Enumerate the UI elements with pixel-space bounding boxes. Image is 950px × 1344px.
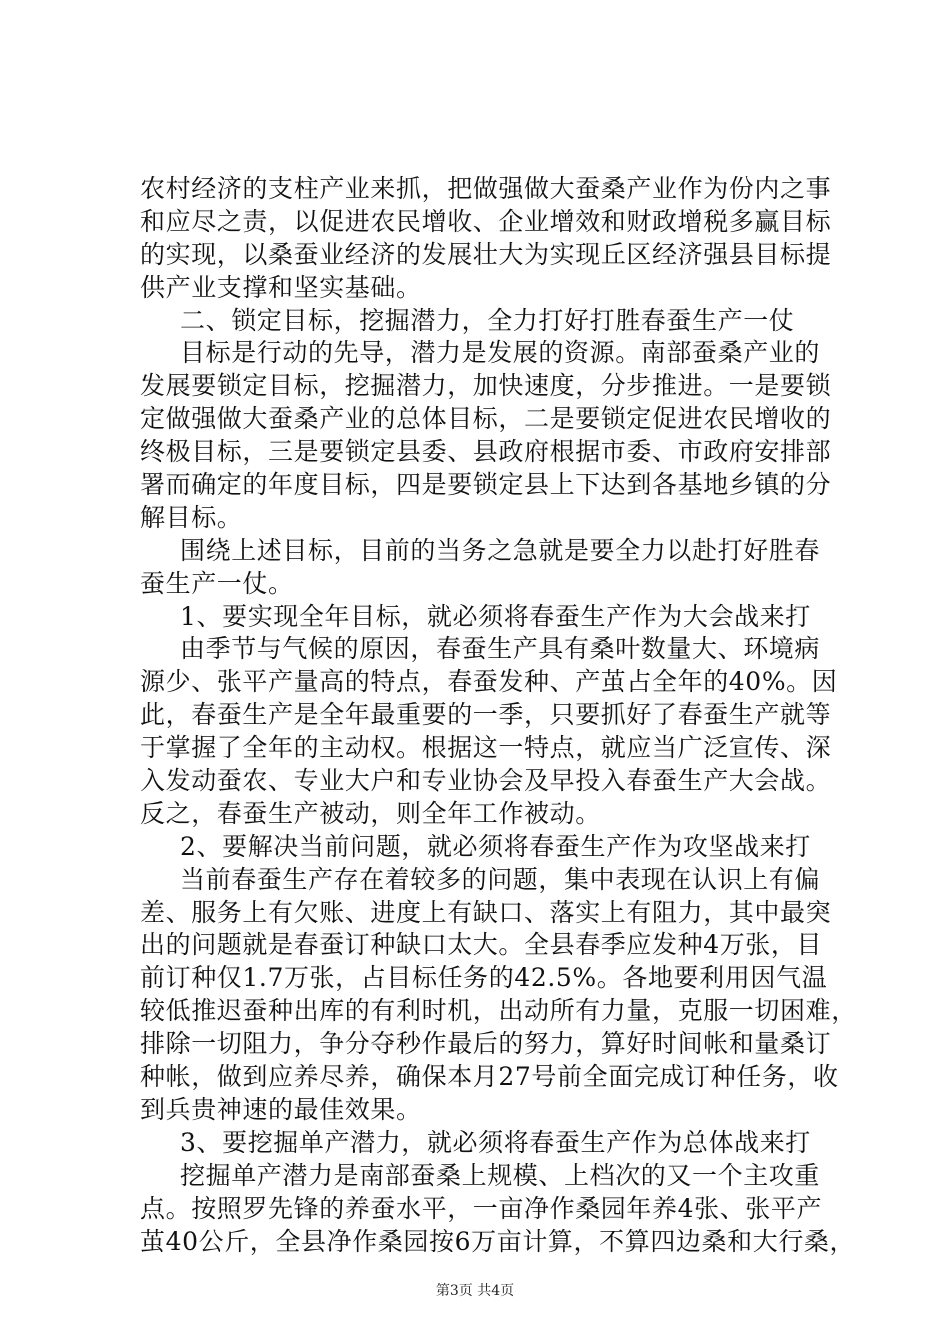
text-line: 入发动蚕农、专业大户和专业协会及早投入春蚕生产大会战。 <box>140 766 832 796</box>
text-line: 1、要实现全年目标，就必须将春蚕生产作为大会战来打 <box>180 601 811 631</box>
text-line: 2、要解决当前问题，就必须将春蚕生产作为攻坚战来打 <box>180 831 811 861</box>
text-line: 此，春蚕生产是全年最重要的一季，只要抓好了春蚕生产就等 <box>140 700 832 730</box>
text-line: 排除一切阻力，争分夺秒作最后的努力，算好时间帐和量桑订 <box>140 1029 832 1059</box>
text-line: 反之，春蚕生产被动，则全年工作被动。 <box>140 798 601 828</box>
text-line: 点。按照罗先锋的养蚕水平，一亩净作桑园年养4张、张平产 <box>140 1193 823 1223</box>
text-line: 种帐，做到应养尽养，确保本月27号前全面完成订种任务，收 <box>140 1062 839 1092</box>
text-line: 前订种仅1.7万张，占目标任务的42.5%。各地要利用因气温 <box>140 963 828 993</box>
text-line: 的实现，以桑蚕业经济的发展壮大为实现丘区经济强县目标提 <box>140 239 832 269</box>
text-line: 茧40公斤，全县净作桑园按6万亩计算，不算四边桑和大行桑， <box>140 1226 856 1256</box>
text-line: 3、要挖掘单产潜力，就必须将春蚕生产作为总体战来打 <box>180 1127 811 1157</box>
text-line: 当前春蚕生产存在着较多的问题，集中表现在认识上有偏 <box>180 864 821 894</box>
text-line: 二、锁定目标，挖掘潜力，全力打好打胜春蚕生产一仗 <box>180 305 795 335</box>
text-line: 农村经济的支柱产业来抓，把做强做大蚕桑产业作为份内之事 <box>140 174 832 203</box>
text-line: 由季节与气候的原因，春蚕生产具有桑叶数量大、环境病 <box>180 634 821 664</box>
text-line: 发展要锁定目标，挖掘潜力，加快速度，分步推进。一是要锁 <box>140 371 832 401</box>
text-line: 供产业支撑和坚实基础。 <box>140 272 422 302</box>
text-line: 终极目标，三是要锁定县委、县政府根据市委、市政府安排部 <box>140 437 832 467</box>
text-line: 蚕生产一仗。 <box>140 568 294 598</box>
text-line: 目标是行动的先导，潜力是发展的资源。南部蚕桑产业的 <box>180 338 821 368</box>
text-line: 围绕上述目标，目前的当务之急就是要全力以赴打好胜春 <box>180 535 821 565</box>
text-line: 出的问题就是春蚕订种缺口太大。全县春季应发种4万张，目 <box>140 930 823 960</box>
text-line: 挖掘单产潜力是南部蚕桑上规模、上档次的又一个主攻重 <box>180 1160 821 1190</box>
text-line: 较低推迟蚕种出库的有利时机，出动所有力量，克服一切困难， <box>140 996 857 1026</box>
text-line: 和应尽之责，以促进农民增收、企业增效和财政增税多赢目标 <box>140 206 832 236</box>
text-line: 解目标。 <box>140 502 243 532</box>
page-footer: 第3页 共4页 <box>435 1283 515 1299</box>
text-line: 定做强做大蚕桑产业的总体目标，二是要锁定促进农民增收的 <box>140 404 832 434</box>
document-body <box>140 173 857 1258</box>
text-line: 差、服务上有欠账、进度上有缺口、落实上有阻力，其中最突 <box>140 897 832 927</box>
text-line: 源少、张平产量高的特点，春蚕发种、产茧占全年的40%。因 <box>140 667 838 697</box>
text-line: 到兵贵神速的最佳效果。 <box>140 1094 422 1124</box>
text-line: 署而确定的年度目标，四是要锁定县上下达到各基地乡镇的分 <box>140 470 832 500</box>
text-line: 于掌握了全年的主动权。根据这一特点，就应当广泛宣传、深 <box>140 733 832 763</box>
